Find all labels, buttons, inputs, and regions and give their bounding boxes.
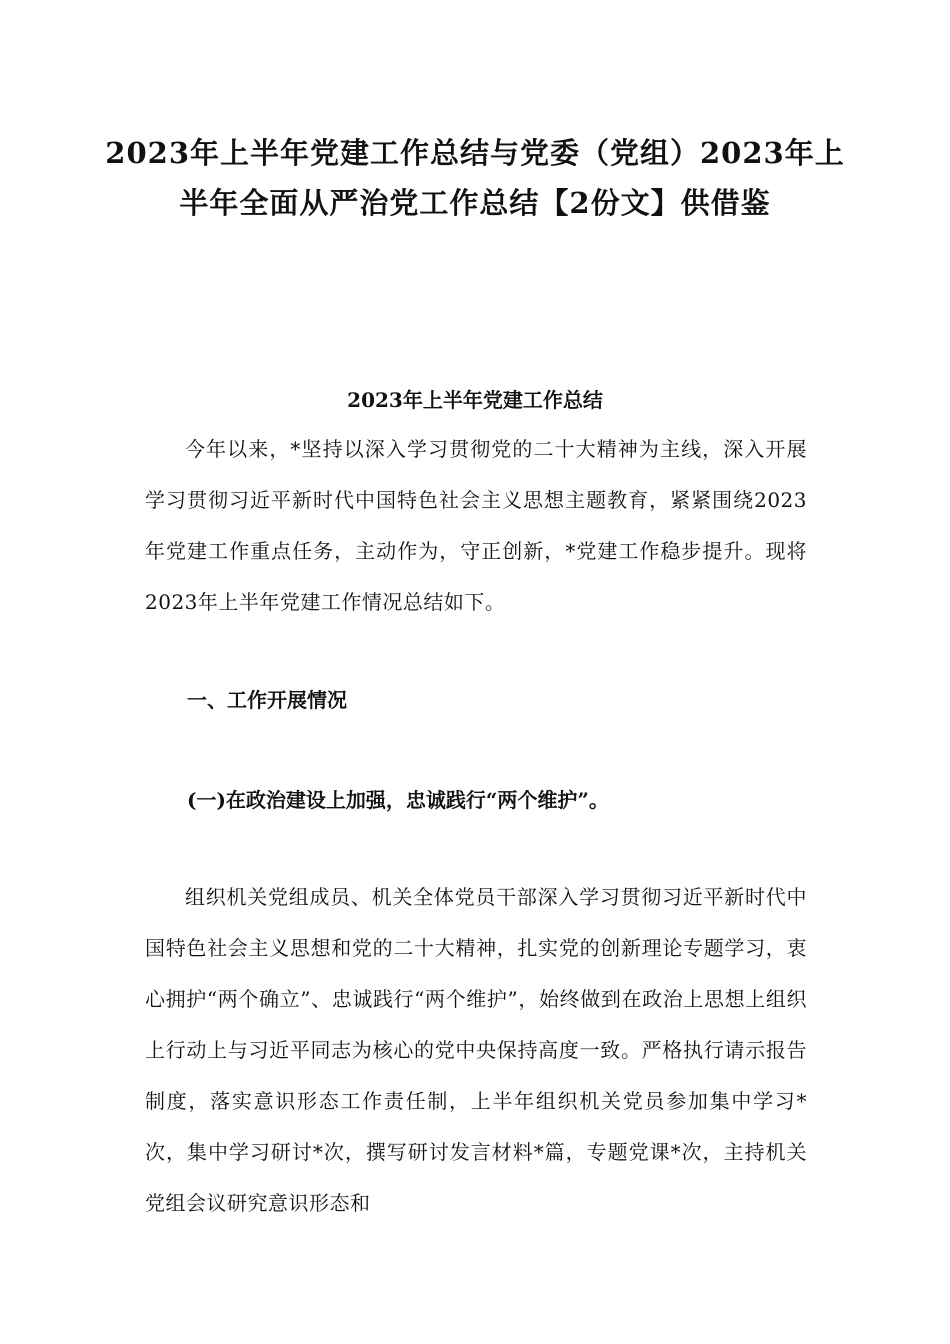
section-title: 2023年上半年党建工作总结 — [347, 388, 603, 412]
document-title: 2023年上半年党建工作总结与党委（党组）2023年上半年全面从严治党工作总结【2份文】供借鉴 — [105, 136, 845, 220]
heading-political-construction: (一)在政治建设上加强，忠诚践行“两个维护”。 — [187, 788, 609, 812]
heading-work-progress: 一、工作开展情况 — [187, 688, 347, 712]
body-paragraph: 组织机关党组成员、机关全体党员干部深入学习贯彻习近平新时代中国特色社会主义思想和党的二十大精神，扎实党的创新理论专题学习，衷心拥护“两个确立”、忠诚践行“两个维护”，始终做到在政治上思想上组织上行动上与习近平同志为核心的党中央保持高度一致。严格执行请示报告制度，落实意识形态工作责任制，上半年组织机关党员参加集中学习*次，集中学习研讨*次，撰写研讨发言材料*篇，专题党课*次，主持机关党组会议研究意识形态和 — [145, 885, 807, 1215]
intro-paragraph: 今年以来，*坚持以深入学习贯彻党的二十大精神为主线，深入开展学习贯彻习近平新时代中国特色社会主义思想主题教育，紧紧围绕2023年党建工作重点任务，主动作为，守正创新，*党建工作稳步提升。现将2023年上半年党建工作情况总结如下。 — [145, 437, 807, 614]
